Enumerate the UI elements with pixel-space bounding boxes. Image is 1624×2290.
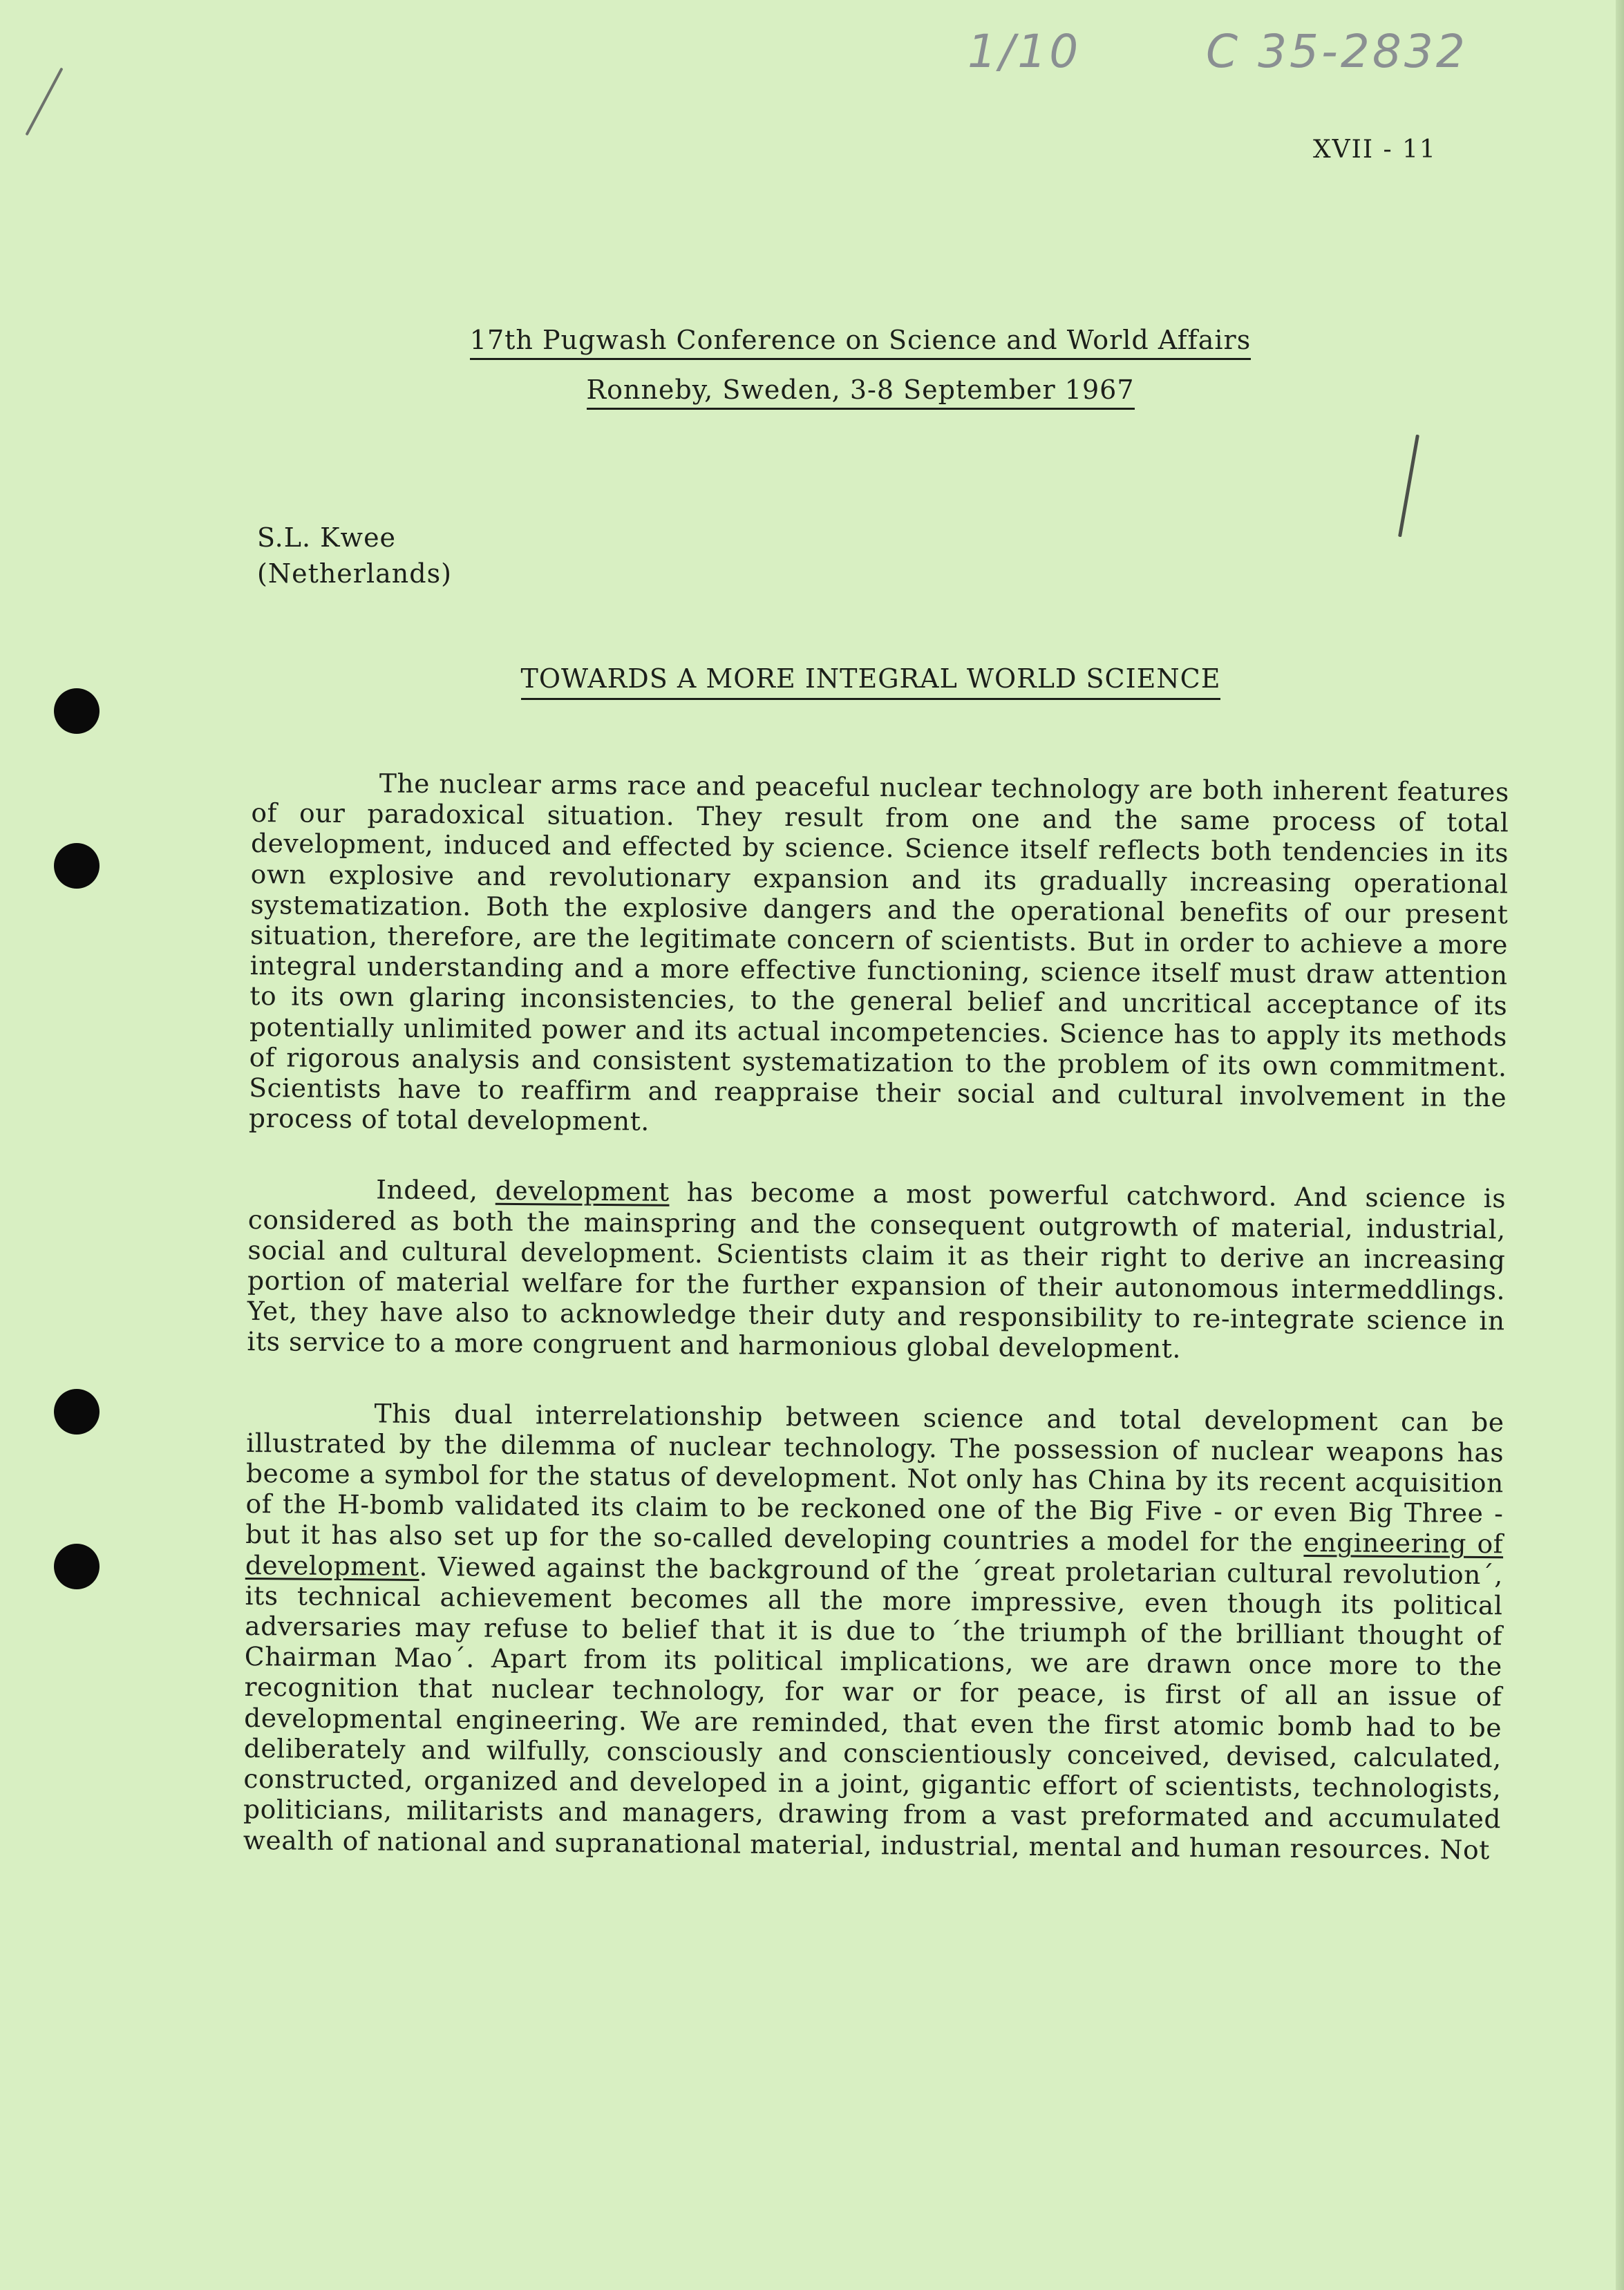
punch-hole xyxy=(54,1544,100,1589)
author-name: S.L. Kwee xyxy=(257,522,397,553)
underlined-term-engineering: engineering of development xyxy=(245,1527,1504,1582)
author-country: (Netherlands) xyxy=(257,558,452,589)
handwritten-folio: 1/10 xyxy=(967,25,1082,78)
conference-venue-text: Ronneby, Sweden, 3-8 September 1967 xyxy=(587,375,1135,410)
handwritten-archive-code: C 35-2832 xyxy=(1206,25,1468,78)
punch-hole xyxy=(54,843,100,889)
pen-mark-right xyxy=(1398,435,1419,538)
paragraph-3-start: This dual interrelationship between science and total development can be illustrated by the dilemma of nuclear technology. The possession of nuclear weapons has become a symbol for the status of development. Not only has China by its recent acquisition of the H-bomb validated its claim to be reckoned one of the Big Five - or even Big Three - but it has also set up for the so-called developing countries a model for the xyxy=(245,1398,1504,1558)
conference-title xyxy=(0,325,1624,355)
underlined-term-development: development xyxy=(495,1175,670,1208)
paragraph-3-rest: . Viewed against the background of the ´great proletarian cultural revolution´, its technical achievement becomes all the more impressive, even though its political adversaries may refuse to belief that it is due to ´the triumph of the brilliant thought of Chairman Mao´. Apart from its political implications, we are drawn once more to the recognition that nuclear technology, for war or for peace, is first of all an issue of developmental engineering. We are reminded, that even the first atomic bomb had to be deliberately and wilfully, consciously and conscientiously conceived, devised, calculated, constructed, organized and developed in a joint, gigantic effort of scientists, technologists, politicians, militarists and managers, drawing from a vast preformated and accumulated wealth of national and supranational material, industrial, mental and human resources. Not xyxy=(243,1551,1504,1865)
body-text xyxy=(243,767,1509,1905)
author-block xyxy=(257,520,452,592)
conference-title-text: 17th Pugwash Conference on Science and World Affairs xyxy=(470,325,1251,360)
paragraph-1: The nuclear arms race and peaceful nuclear technology are both inherent features of our paradoxical situation. They result from one and the same process of total development, induced and effected by science. Science itself reflects both tendencies in its own explosive and revolutionary expansion and its gradually increasing operational systematization. Both the explosive dangers and the operational benefits of our present situation, therefore, are the legitimate concern of scientists. But in order to achieve a more integral understanding and a more effective functioning, science itself must draw attention to its own glaring inconsistencies, to the general belief and uncritical acceptance of its potentially unlimited power and its actual incompetencies. Science has to apply its methods of rigorous analysis and consistent systematization to the problem of its own commitment. Scientists have to reaffirm and reappraise their social and cultural involvement in the process of total development. xyxy=(248,768,1509,1137)
paragraph-2-rest: has become a most powerful catchword. And science is considered as both the mainspring and the consequent outgrowth of material, industrial, social and cultural development. Scientists claim it as their right to derive an increasing portion of material welfare for the further expansion of their autonomous intermeddlings. Yet, they have also to acknowledge their duty and responsibility to re-integrate science in its service to a more congruent and harmonious global development. xyxy=(247,1177,1507,1365)
paper-title-text: TOWARDS A MORE INTEGRAL WORLD SCIENCE xyxy=(521,663,1221,700)
paragraph-2-start: Indeed, xyxy=(376,1174,496,1206)
paragraph-2 xyxy=(247,1173,1506,1367)
punch-hole xyxy=(54,1389,100,1435)
paragraph-3 xyxy=(243,1397,1504,1865)
paper-title xyxy=(0,663,1624,694)
pen-mark-top-left xyxy=(25,67,63,135)
conference-venue xyxy=(0,375,1624,405)
punch-hole xyxy=(54,688,100,734)
document-number: XVII - 11 xyxy=(1313,135,1437,164)
